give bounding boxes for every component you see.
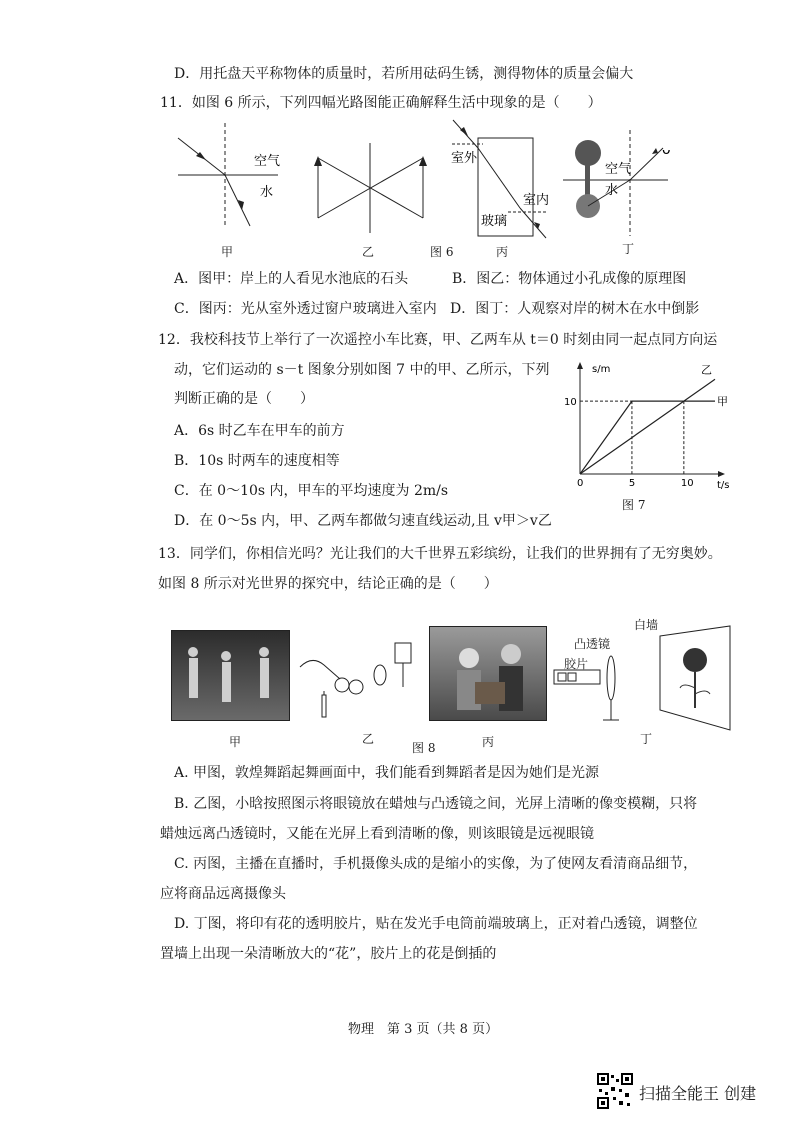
fig8-ding-label: 丁 xyxy=(640,732,653,746)
fig8-convex-lens-label: 凸透镜 xyxy=(574,637,611,651)
q13-line2: 如图 8 所示对光世界的探究中，结论正确的是（ ） xyxy=(158,576,498,592)
fig6-water-label: 水 xyxy=(260,185,274,200)
fig6-ding-label: 丁 xyxy=(622,242,635,256)
fig6-tree-icon xyxy=(575,140,601,166)
q11-option-d: D．图丁：人观察对岸的树木在水中倒影 xyxy=(450,301,700,317)
fig8-flashlight-icon xyxy=(554,670,600,684)
q13-option-c-line2: 应将商品远离摄像头 xyxy=(160,886,286,902)
q11-stem: 11．如图 6 所示，下列四幅光路图能正确解释生活中现象的是（ ） xyxy=(160,95,602,111)
fig8-white-wall-label: 白墙 xyxy=(634,618,659,632)
series-line-yi xyxy=(580,379,715,474)
q13-option-d-line2: 置墙上出现一朵清晰放大的“花”，胶片上的花是倒插的 xyxy=(160,946,497,962)
q12-line2: 动，它们运动的 s－t 图象分别如图 7 中的甲、乙所示，下列 xyxy=(174,362,550,378)
fig6-yi-label: 乙 xyxy=(362,245,375,259)
fig8-film-label: 胶片 xyxy=(564,657,589,671)
q11-option-b: B．图乙：物体通过小孔成像的原理图 xyxy=(452,271,687,287)
fig8-flower-icon xyxy=(683,648,707,672)
q12-option-a: A．6s 时乙车在甲车的前方 xyxy=(174,423,345,439)
y-axis-arrow xyxy=(577,362,583,369)
fig6-air-label: 空气 xyxy=(254,154,281,169)
fig8-bing-label: 丙 xyxy=(482,735,495,749)
fig8-ding-diagram xyxy=(548,618,738,733)
figure-7-chart xyxy=(560,362,730,492)
fig8-jia-dancers-icon xyxy=(171,630,288,719)
q12-line1: 12．我校科技节上举行了一次遥控小车比赛，甲、乙两车从 t＝0 时刻由同一起点同方向运 xyxy=(158,332,718,348)
fig8-candle-icon xyxy=(322,695,326,717)
fig6-bing-diagram xyxy=(451,120,549,238)
q12-option-c: C．在 0～10s 内，甲车的平均速度为 2m/s xyxy=(174,483,449,499)
q11-option-c: C．图丙：光从室外透过窗户玻璃进入室内 xyxy=(174,301,437,317)
q12-line3: 判断正确的是（ ） xyxy=(174,391,314,407)
fig8-yi-diagram xyxy=(292,635,416,725)
fig6-yi-diagram xyxy=(314,143,427,233)
fig6-glass-label: 玻璃 xyxy=(481,214,508,229)
q13-option-b-line2: 蜡烛远离凸透镜时，又能在光屏上看到清晰的像，则该眼镜是远视眼镜 xyxy=(160,826,594,842)
fig6-caption: 图 6 xyxy=(430,245,454,259)
x-tick-label: 10 xyxy=(680,478,694,489)
fig6-jia-diagram xyxy=(178,123,280,228)
x-tick-label: 5 xyxy=(628,478,636,489)
q10-option-d: D．用托盘天平称物体的质量时，若所用砝码生锈，测得物体的质量会偏大 xyxy=(174,66,634,82)
x-tick-label: 0 xyxy=(577,478,584,489)
fig6-indoor-label: 室内 xyxy=(523,193,550,208)
figure-6 xyxy=(168,118,688,260)
fig7-caption: 图 7 xyxy=(622,498,646,512)
series-line-jia xyxy=(580,401,715,474)
x-axis-label: t/s xyxy=(717,480,730,491)
q13-option-d-line1: D. 丁图，将印有花的透明胶片，贴在发光手电筒前端玻璃上，正对着凸透镜，调整位 xyxy=(174,916,698,932)
fig6-ding-diagram xyxy=(563,130,671,236)
y-tick-label: 10 xyxy=(564,397,577,409)
q12-option-d: D．在 0～5s 内，甲、乙两车都做匀速直线运动,且 v甲＞v乙 xyxy=(174,513,552,529)
x-axis-arrow xyxy=(718,471,725,477)
series-label-jia: 甲 xyxy=(717,395,728,409)
fig6-ding-water-label: 水 xyxy=(605,183,619,198)
fig8-lens-icon xyxy=(374,665,386,685)
watermark-brand: 扫描全能王 创建 xyxy=(639,1084,757,1103)
fig8-caption: 图 8 xyxy=(412,741,436,755)
fig6-ding-air-label: 空气 xyxy=(605,162,632,177)
fig8-hand-icon xyxy=(300,660,340,679)
q12-option-b: B．10s 时两车的速度相等 xyxy=(174,453,340,469)
q13-option-b-line1: B. 乙图，小晗按照图示将眼镜放在蜡烛与凸透镜之间，光屏上清晰的像变模糊，只将 xyxy=(174,796,698,812)
fig8-jia-label: 甲 xyxy=(229,735,242,749)
series-label-yi: 乙 xyxy=(701,363,712,377)
fig8-yi-label: 乙 xyxy=(362,732,375,746)
q13-option-c-line1: C. 丙图，主播在直播时，手机摄像头成的是缩小的实像，为了使网友看清商品细节， xyxy=(174,856,698,872)
fig8-screen-icon xyxy=(395,643,411,663)
fig8-glasses-icon xyxy=(335,678,349,692)
y-axis-label: s/m xyxy=(592,364,611,375)
fig8-convex-lens-icon xyxy=(607,656,615,700)
q13-option-a: A. 甲图，敦煌舞蹈起舞画面中，我们能看到舞蹈者是因为她们是光源 xyxy=(174,765,600,781)
fig6-jia-label: 甲 xyxy=(221,245,234,259)
page-footer: 物理 第 3 页（共 8 页） xyxy=(348,1022,499,1037)
fig8-bing-streamers-icon xyxy=(429,626,545,719)
q13-line1: 13．同学们，你相信光吗？光让我们的大千世界五彩缤纷，让我们的世界拥有了无穷奥妙。 xyxy=(158,546,722,562)
fig6-eye-icon: ᴗ xyxy=(662,142,671,158)
fig6-bing-label: 丙 xyxy=(496,245,509,259)
q11-option-a: A．图甲：岸上的人看见水池底的石头 xyxy=(174,271,409,287)
qr-code-icon xyxy=(597,1073,633,1109)
fig6-outdoor-label: 室外 xyxy=(451,151,478,166)
